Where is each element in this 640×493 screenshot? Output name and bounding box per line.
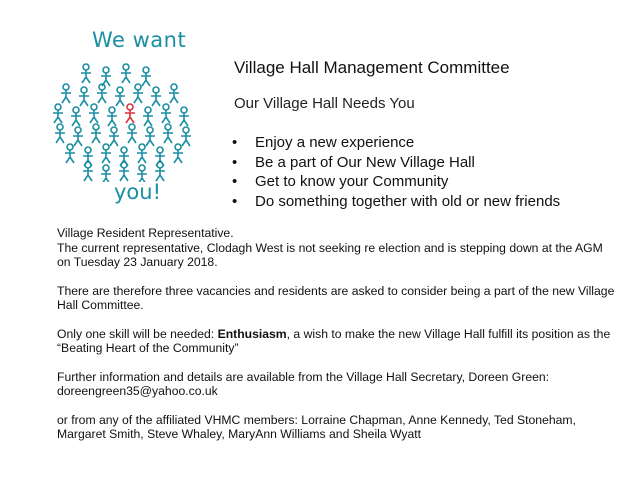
person-icon xyxy=(81,64,91,83)
logo-top-text: We want xyxy=(92,28,187,52)
person-icon xyxy=(107,107,117,126)
notice-body xyxy=(57,226,617,442)
person-icon xyxy=(97,84,107,103)
person-icon xyxy=(55,124,65,143)
people-crowd-illustration xyxy=(48,58,196,182)
person-icon xyxy=(89,104,99,123)
skill-text: Only one skill will be needed: Enthusiasm, a wish to make the new Village Hall fulfill its position as the “Beating Heart of the Community” xyxy=(57,326,611,355)
list-item: • Enjoy a new experience xyxy=(232,134,415,151)
person-icon xyxy=(91,124,101,143)
person-icon xyxy=(101,165,111,182)
vacancies-text: There are therefore three vacancies and residents are asked to consider being a part of the new Village Hall Committee. xyxy=(57,283,615,312)
person-icon xyxy=(137,144,147,163)
person-icon xyxy=(101,144,111,163)
person-icon xyxy=(109,127,119,146)
contact-email: doreengreen35@yahoo.co.uk xyxy=(57,384,218,398)
list-item: • Get to know your Community xyxy=(232,173,449,190)
benefits-list xyxy=(230,133,560,211)
bullet-icon: • xyxy=(232,173,238,190)
highlighted-person-icon xyxy=(125,104,135,123)
we-want-you-logo xyxy=(48,30,196,206)
person-icon xyxy=(161,104,171,123)
members-text: or from any of the affiliated VHMC members: Lorraine Chapman, Anne Kennedy, Ted Stoneham, Margaret Smith, Steve Whaley, MaryAnn Williams and Sheila Wyatt xyxy=(57,412,576,441)
person-icon xyxy=(61,84,71,103)
person-icon xyxy=(127,124,137,143)
person-icon xyxy=(141,67,151,86)
person-icon xyxy=(133,84,143,103)
bullet-icon: • xyxy=(232,192,238,210)
person-icon xyxy=(169,84,179,103)
list-item: • Be a part of Our New Village Hall xyxy=(232,153,475,171)
representative-text: The current representative, Clodagh West is not seeking re election and is stepping down at the AGM on Tuesday 23 January 2018. xyxy=(57,240,603,269)
person-icon xyxy=(173,144,183,163)
person-icon xyxy=(151,87,161,106)
person-icon xyxy=(101,67,111,86)
person-icon xyxy=(71,107,81,126)
logo-bottom-text: you! xyxy=(114,180,162,204)
bullet-icon: • xyxy=(232,134,238,151)
person-icon xyxy=(83,162,93,181)
page-subtitle: Our Village Hall Needs You xyxy=(234,95,415,112)
person-icon xyxy=(119,162,129,181)
bullet-icon: • xyxy=(232,153,238,171)
list-item: • Do something together with old or new friends xyxy=(232,192,561,210)
page-title: Village Hall Management Committee xyxy=(234,58,510,77)
person-icon xyxy=(83,147,93,166)
person-icon xyxy=(155,147,165,166)
person-icon xyxy=(145,127,155,146)
person-icon xyxy=(143,107,153,126)
person-icon xyxy=(121,64,131,83)
person-icon xyxy=(181,127,191,146)
person-icon xyxy=(53,104,63,123)
person-icon xyxy=(79,87,89,106)
person-icon xyxy=(155,162,165,181)
enthusiasm-text: Enthusiasm xyxy=(217,326,287,341)
representative-heading: Village Resident Representative. xyxy=(57,226,234,240)
person-icon xyxy=(119,147,129,166)
person-icon xyxy=(179,107,189,126)
person-icon xyxy=(73,127,83,146)
person-icon xyxy=(163,124,173,143)
further-info-text: Further information and details are available from the Village Hall Secretary, Doreen Green: xyxy=(57,369,550,384)
person-icon xyxy=(115,87,125,106)
person-icon xyxy=(65,144,75,163)
